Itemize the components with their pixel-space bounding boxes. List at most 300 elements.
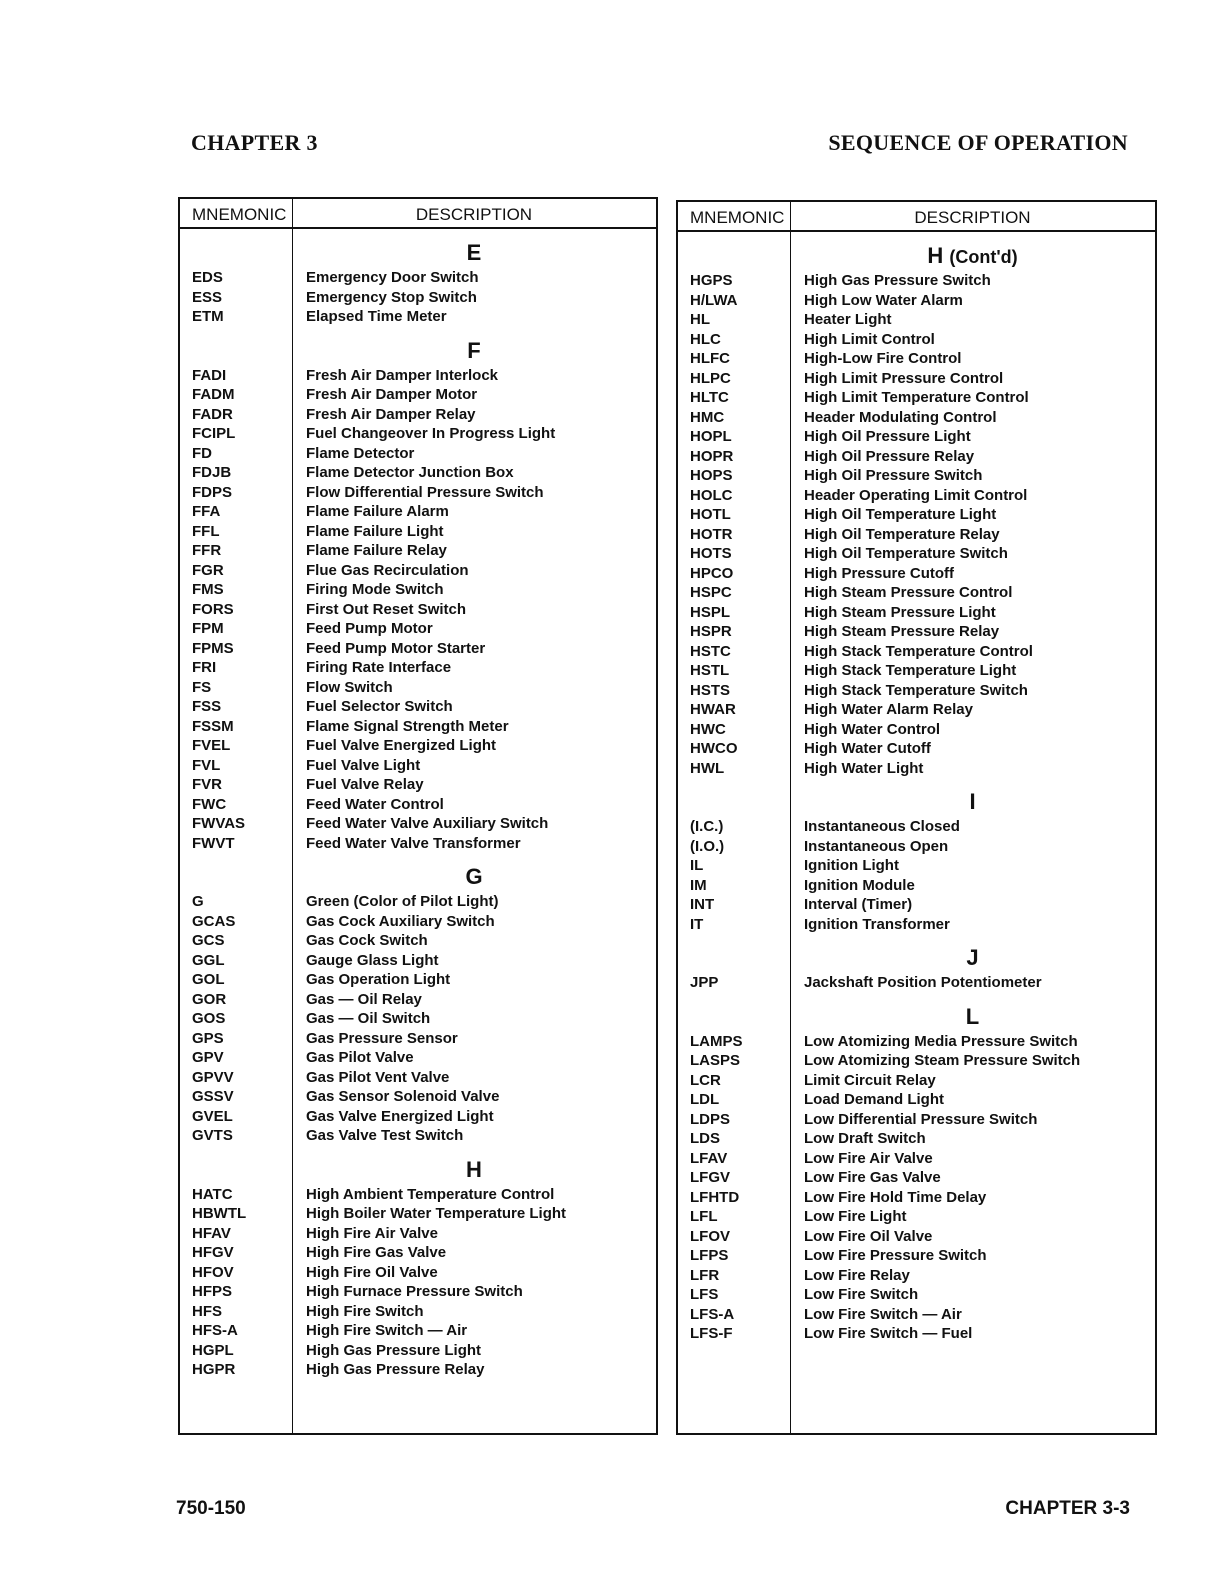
section-letter-text: F	[467, 337, 481, 363]
description-cell: Low Draft Switch	[804, 1130, 926, 1147]
table-row	[180, 1360, 656, 1380]
description-cell: Low Fire Air Valve	[804, 1149, 933, 1167]
table-header	[678, 202, 1155, 232]
mnemonic-cell: HFGV	[192, 1244, 234, 1261]
table-row	[678, 973, 1155, 993]
mnemonic-cell: GOL	[192, 971, 225, 988]
table-row	[180, 1302, 656, 1322]
mnemonic-cell: FPMS	[192, 639, 234, 657]
description-cell: High Fire Gas Valve	[306, 1244, 447, 1261]
table-row	[678, 1305, 1155, 1325]
description-cell: High Oil Pressure Light	[804, 428, 971, 445]
mnemonic-cell: HOTL	[690, 506, 731, 523]
mnemonic-cell: FVR	[192, 776, 222, 793]
description-cell: Instantaneous Closed	[804, 818, 960, 835]
mnemonic-cell: GPVV	[192, 1068, 234, 1086]
mnemonic-cell: HMC	[690, 408, 725, 426]
description-cell: Gas Pressure Sensor	[306, 1029, 458, 1047]
table-row	[180, 580, 656, 600]
section-letter-text: J	[966, 945, 979, 970]
table-row	[678, 817, 1155, 837]
description-cell: Flame Detector	[306, 444, 415, 462]
mnemonic-cell: LDS	[690, 1130, 720, 1147]
table-row	[678, 349, 1155, 369]
table-row	[180, 795, 656, 815]
mnemonic-table-right	[676, 200, 1157, 1435]
description-cell: High Ambient Temperature Control	[306, 1185, 555, 1203]
mnemonic-cell: FADR	[192, 405, 233, 423]
mnemonic-cell: FMS	[192, 581, 224, 598]
description-cell: First Out Reset Switch	[306, 600, 467, 618]
table-row	[678, 622, 1155, 642]
mnemonic-cell: HWC	[690, 720, 726, 738]
mnemonic-cell: HL	[690, 311, 710, 328]
mnemonic-cell: G	[192, 893, 204, 910]
table-row	[678, 369, 1155, 389]
mnemonic-cell: HLTC	[690, 389, 729, 406]
description-cell: Fresh Air Damper Motor	[306, 386, 478, 403]
table-row	[180, 1243, 656, 1263]
description-cell: Gas — Oil Relay	[306, 990, 422, 1008]
table-row	[678, 447, 1155, 467]
description-cell: High Stack Temperature Light	[804, 662, 1017, 679]
mnemonic-cell: FVL	[192, 756, 221, 774]
description-cell: Gas Operation Light	[306, 971, 451, 988]
description-column-header: DESCRIPTION	[914, 208, 1031, 227]
table-body	[678, 232, 1155, 1344]
section-letter	[180, 229, 656, 268]
mnemonic-cell: GVEL	[192, 1107, 233, 1125]
mnemonic-cell: HLC	[690, 330, 721, 348]
description-cell: High Fire Air Valve	[306, 1224, 438, 1242]
mnemonic-cell: LDL	[690, 1091, 720, 1108]
table-row	[678, 330, 1155, 350]
mnemonic-cell: LFHTD	[690, 1188, 740, 1206]
description-cell: Low Atomizing Media Pressure Switch	[804, 1032, 1078, 1050]
description-cell: Header Operating Limit Control	[804, 486, 1028, 504]
section-letter-text: E	[466, 240, 482, 265]
table-row	[180, 1185, 656, 1205]
table-row	[180, 1068, 656, 1088]
table-row	[180, 834, 656, 854]
description-cell: Jackshaft Position Potentiometer	[804, 974, 1042, 991]
mnemonic-cell: FWVT	[192, 834, 235, 852]
table-row	[180, 1224, 656, 1244]
mnemonic-cell: (I.O.)	[690, 837, 725, 855]
description-cell: Low Fire Gas Valve	[804, 1169, 941, 1186]
mnemonic-cell: HOPR	[690, 447, 734, 465]
table-row	[678, 1032, 1155, 1052]
section-letter	[180, 1146, 656, 1185]
mnemonic-cell: GSSV	[192, 1088, 234, 1105]
description-cell: High Gas Pressure Relay	[306, 1361, 485, 1378]
description-cell: High Fire Switch	[306, 1302, 424, 1320]
description-cell: Fuel Valve Relay	[306, 776, 424, 793]
table-row	[678, 486, 1155, 506]
description-cell: Low Fire Pressure Switch	[804, 1247, 987, 1264]
section-letter-text: I	[969, 789, 976, 814]
description-cell: Flow Switch	[306, 678, 393, 696]
description-cell: High Fire Oil Valve	[306, 1263, 438, 1281]
description-cell: Feed Pump Motor Starter	[306, 639, 486, 657]
section-letter-text: L	[965, 1003, 980, 1029]
mnemonic-cell: HOPL	[690, 428, 732, 445]
table-row	[180, 658, 656, 678]
mnemonic-cell: H/LWA	[690, 291, 738, 309]
table-row	[180, 1107, 656, 1127]
table-row	[678, 505, 1155, 525]
description-cell: High Steam Pressure Control	[804, 584, 1013, 601]
table-row	[180, 970, 656, 990]
table-row	[678, 1090, 1155, 1110]
description-cell: High-Low Fire Control	[804, 350, 962, 367]
table-row	[678, 1266, 1155, 1286]
table-row	[678, 720, 1155, 740]
table-row	[180, 1126, 656, 1146]
table-row	[180, 541, 656, 561]
description-cell: Gas Sensor Solenoid Valve	[306, 1088, 500, 1105]
mnemonic-cell: LFS-F	[690, 1325, 733, 1342]
description-cell: High Furnace Pressure Switch	[306, 1283, 523, 1300]
document-number: 750-150	[176, 1498, 246, 1519]
description-cell: Interval (Timer)	[804, 896, 913, 913]
table-row	[678, 759, 1155, 779]
mnemonic-column-header: MNEMONIC	[690, 208, 785, 227]
section-letter	[180, 327, 656, 366]
description-column-header: DESCRIPTION	[415, 205, 533, 224]
section-letter	[678, 934, 1155, 973]
description-cell: Emergency Door Switch	[306, 269, 479, 286]
description-cell: High Limit Pressure Control	[804, 369, 1004, 387]
mnemonic-cell: LCR	[690, 1071, 721, 1089]
mnemonic-cell: HGPS	[690, 272, 733, 289]
mnemonic-cell: HFS-A	[192, 1322, 238, 1339]
mnemonic-cell: GOR	[192, 990, 227, 1008]
table-row	[180, 444, 656, 464]
mnemonic-cell: FORS	[192, 600, 234, 618]
table-row	[180, 307, 656, 327]
mnemonic-cell: FFR	[192, 542, 222, 559]
mnemonic-cell: FSSM	[192, 717, 234, 735]
section-letter	[678, 778, 1155, 817]
description-cell: High Water Alarm Relay	[804, 701, 973, 718]
description-cell: High Oil Temperature Switch	[804, 545, 1008, 562]
description-cell: Instantaneous Open	[804, 837, 949, 855]
mnemonic-cell: HOTR	[690, 525, 733, 543]
table-row	[678, 1246, 1155, 1266]
description-cell: High Limit Control	[804, 330, 935, 348]
description-cell: Gas Cock Switch	[306, 932, 428, 949]
table-row	[180, 1048, 656, 1068]
mnemonic-cell: HOPS	[690, 467, 733, 484]
mnemonic-cell: FD	[192, 444, 212, 462]
description-cell: Elapsed Time Meter	[306, 308, 447, 325]
description-cell: Fuel Changeover In Progress Light	[306, 425, 556, 442]
description-cell: Gauge Glass Light	[306, 951, 439, 969]
section-continued-label: (Cont'd)	[949, 247, 1018, 267]
table-row	[180, 678, 656, 698]
description-cell: Flame Signal Strength Meter	[306, 717, 509, 735]
mnemonic-cell: INT	[690, 896, 715, 913]
mnemonic-cell: HSTL	[690, 662, 730, 679]
mnemonic-cell: HSTS	[690, 681, 731, 699]
description-cell: Ignition Transformer	[804, 915, 950, 933]
table-row	[180, 619, 656, 639]
mnemonic-cell: FADI	[192, 366, 227, 384]
table-row	[180, 756, 656, 776]
description-cell: Feed Water Control	[306, 795, 444, 813]
table-row	[678, 1188, 1155, 1208]
table-row	[180, 1321, 656, 1341]
description-cell: Fuel Valve Light	[306, 756, 421, 774]
table-row	[678, 661, 1155, 681]
mnemonic-cell: FPM	[192, 620, 224, 637]
description-cell: Flame Failure Relay	[306, 542, 447, 559]
table-row	[180, 912, 656, 932]
description-cell: Low Differential Pressure Switch	[804, 1110, 1038, 1128]
mnemonic-table-left	[178, 197, 658, 1435]
table-row	[678, 544, 1155, 564]
description-cell: Fresh Air Damper Interlock	[306, 366, 499, 384]
description-cell: High Oil Pressure Switch	[804, 467, 983, 484]
table-row	[180, 385, 656, 405]
table-row	[678, 1129, 1155, 1149]
table-row	[678, 1071, 1155, 1091]
mnemonic-cell: HWAR	[690, 701, 736, 718]
description-cell: Feed Water Valve Transformer	[306, 834, 521, 852]
mnemonic-cell: LFGV	[690, 1169, 730, 1186]
mnemonic-cell: HSPL	[690, 603, 731, 621]
table-row	[678, 427, 1155, 447]
mnemonic-cell: GOS	[192, 1010, 226, 1027]
description-cell: High Gas Pressure Light	[306, 1341, 482, 1359]
description-cell: Flue Gas Recirculation	[306, 561, 469, 579]
description-cell: Gas Valve Test Switch	[306, 1127, 464, 1144]
description-cell: Feed Water Valve Auxiliary Switch	[306, 815, 549, 832]
mnemonic-cell: FFL	[192, 522, 220, 540]
section-letter	[180, 853, 656, 892]
mnemonic-cell: LFPS	[690, 1247, 729, 1264]
description-cell: Limit Circuit Relay	[804, 1071, 936, 1089]
description-cell: Green (Color of Pilot Light)	[306, 893, 499, 910]
mnemonic-cell: EDS	[192, 269, 223, 286]
table-row	[180, 814, 656, 834]
description-cell: High Boiler Water Temperature Light	[306, 1205, 567, 1222]
description-cell: Low Fire Switch — Fuel	[804, 1325, 973, 1342]
description-cell: Low Fire Oil Valve	[804, 1227, 933, 1245]
mnemonic-cell: GGL	[192, 951, 225, 969]
mnemonic-cell: IM	[690, 876, 707, 894]
table-body	[180, 229, 656, 1380]
mnemonic-cell: LFS-A	[690, 1305, 735, 1323]
mnemonic-cell: HATC	[192, 1185, 233, 1203]
table-row	[678, 1149, 1155, 1169]
mnemonic-cell: FRI	[192, 659, 217, 676]
description-cell: High Water Control	[804, 720, 941, 738]
description-cell: High Pressure Cutoff	[804, 564, 955, 582]
table-row	[678, 603, 1155, 623]
table-row	[180, 892, 656, 912]
description-cell: High Oil Pressure Relay	[804, 447, 975, 465]
description-cell: High Gas Pressure Switch	[804, 272, 991, 289]
table-row	[678, 739, 1155, 759]
page-number: CHAPTER 3-3	[1005, 1498, 1130, 1519]
description-cell: Gas Valve Energized Light	[306, 1107, 494, 1125]
mnemonic-cell: LFS	[690, 1286, 719, 1303]
description-cell: Flow Differential Pressure Switch	[306, 483, 544, 501]
mnemonic-cell: FS	[192, 678, 212, 696]
mnemonic-cell: JPP	[690, 974, 719, 991]
mnemonic-cell: HWCO	[690, 740, 738, 757]
table-row	[678, 525, 1155, 545]
description-cell: Low Fire Relay	[804, 1266, 910, 1284]
mnemonic-cell: GCAS	[192, 912, 236, 930]
description-cell: Ignition Module	[804, 876, 915, 894]
table-row	[678, 895, 1155, 915]
mnemonic-cell: IT	[690, 915, 704, 933]
table-row	[180, 639, 656, 659]
table-row	[180, 717, 656, 737]
table-row	[678, 1168, 1155, 1188]
table-row	[180, 405, 656, 425]
table-row	[180, 1282, 656, 1302]
mnemonic-cell: FGR	[192, 561, 224, 579]
mnemonic-cell: GVTS	[192, 1127, 233, 1144]
mnemonic-cell: FADM	[192, 386, 235, 403]
section-title: SEQUENCE OF OPERATION	[828, 130, 1128, 155]
mnemonic-cell: LFAV	[690, 1149, 728, 1167]
table-row	[678, 310, 1155, 330]
description-cell: High Water Light	[804, 759, 924, 777]
mnemonic-cell: FWC	[192, 795, 227, 813]
description-cell: Ignition Light	[804, 857, 899, 874]
description-cell: Load Demand Light	[804, 1091, 944, 1108]
table-row	[678, 408, 1155, 428]
table-row	[678, 1227, 1155, 1247]
mnemonic-cell: HFOV	[192, 1263, 234, 1281]
mnemonic-cell: LFOV	[690, 1227, 730, 1245]
mnemonic-cell: FDPS	[192, 483, 233, 501]
mnemonic-cell: FWVAS	[192, 815, 246, 832]
mnemonic-cell: HOTS	[690, 545, 732, 562]
description-cell: Flame Failure Light	[306, 522, 444, 540]
chapter-label: CHAPTER 3	[191, 130, 318, 155]
mnemonic-cell: HFPS	[192, 1283, 233, 1300]
description-cell: Feed Pump Motor	[306, 620, 433, 637]
description-cell: Low Fire Hold Time Delay	[804, 1188, 987, 1206]
table-row	[180, 268, 656, 288]
table-row	[180, 502, 656, 522]
description-cell: Low Fire Switch	[804, 1286, 919, 1303]
table-row	[180, 1204, 656, 1224]
description-cell: Flame Detector Junction Box	[306, 464, 514, 481]
mnemonic-cell: LDPS	[690, 1110, 731, 1128]
mnemonic-cell: HLPC	[690, 369, 731, 387]
table-row	[180, 288, 656, 308]
mnemonic-cell: LFL	[690, 1208, 718, 1225]
table-row	[180, 775, 656, 795]
section-letter-text: H	[466, 1156, 482, 1182]
description-cell: Fuel Valve Energized Light	[306, 737, 497, 754]
table-row	[678, 466, 1155, 486]
mnemonic-column-header: MNEMONIC	[192, 205, 287, 224]
description-cell: Firing Rate Interface	[306, 659, 452, 676]
description-cell: Gas — Oil Switch	[306, 1010, 431, 1027]
table-row	[180, 951, 656, 971]
description-cell: High Water Cutoff	[804, 740, 931, 757]
mnemonic-cell: GCS	[192, 932, 225, 949]
table-row	[180, 522, 656, 542]
description-cell: Firing Mode Switch	[306, 581, 444, 598]
description-cell: High Oil Temperature Relay	[804, 525, 1000, 543]
mnemonic-cell: ESS	[192, 288, 223, 306]
mnemonic-cell: HGPR	[192, 1361, 236, 1378]
table-row	[678, 388, 1155, 408]
mnemonic-cell: ETM	[192, 308, 224, 325]
mnemonic-cell: FFA	[192, 503, 221, 520]
section-letter	[678, 993, 1155, 1032]
table-row	[678, 1285, 1155, 1305]
description-cell: Heater Light	[804, 311, 892, 328]
table-row	[180, 1009, 656, 1029]
table-row	[180, 1341, 656, 1361]
mnemonic-cell: HFS	[192, 1302, 222, 1320]
table-header	[180, 199, 656, 229]
mnemonic-cell: GPV	[192, 1049, 224, 1066]
table-row	[180, 600, 656, 620]
table-row	[678, 837, 1155, 857]
table-row	[180, 697, 656, 717]
mnemonic-cell: HFAV	[192, 1224, 231, 1242]
description-cell: Fuel Selector Switch	[306, 698, 453, 715]
description-cell: Low Fire Light	[804, 1208, 907, 1225]
table-row	[678, 564, 1155, 584]
description-cell: High Fire Switch — Air	[306, 1322, 468, 1339]
table-row	[180, 1087, 656, 1107]
description-cell: Fresh Air Damper Relay	[306, 405, 476, 423]
table-row	[180, 561, 656, 581]
mnemonic-cell: HPCO	[690, 564, 734, 582]
mnemonic-cell: HGPL	[192, 1341, 234, 1359]
section-letter-text: G	[465, 864, 483, 889]
description-cell: High Steam Pressure Light	[804, 603, 996, 621]
description-cell: Gas Pilot Vent Valve	[306, 1068, 450, 1086]
table-row	[678, 876, 1155, 896]
mnemonic-cell: HLFC	[690, 350, 730, 367]
mnemonic-cell: HSTC	[690, 642, 731, 660]
description-cell: Gas Pilot Valve	[306, 1049, 414, 1066]
mnemonic-cell: HWL	[690, 759, 725, 777]
table-row	[678, 1110, 1155, 1130]
mnemonic-cell: HSPC	[690, 584, 732, 601]
table-row	[678, 291, 1155, 311]
description-cell: High Limit Temperature Control	[804, 389, 1029, 406]
table-row	[180, 1029, 656, 1049]
table-row	[180, 736, 656, 756]
mnemonic-cell: FDJB	[192, 464, 232, 481]
mnemonic-cell: HBWTL	[192, 1205, 247, 1222]
description-cell: Low Atomizing Steam Pressure Switch	[804, 1052, 1081, 1069]
mnemonic-cell: HSPR	[690, 623, 732, 640]
mnemonic-cell: LASPS	[690, 1052, 741, 1069]
mnemonic-cell: FCIPL	[192, 425, 236, 442]
table-row	[180, 990, 656, 1010]
table-row	[180, 463, 656, 483]
description-cell: Header Modulating Control	[804, 408, 997, 426]
table-row	[678, 1207, 1155, 1227]
description-cell: Emergency Stop Switch	[306, 288, 477, 306]
table-row	[180, 483, 656, 503]
